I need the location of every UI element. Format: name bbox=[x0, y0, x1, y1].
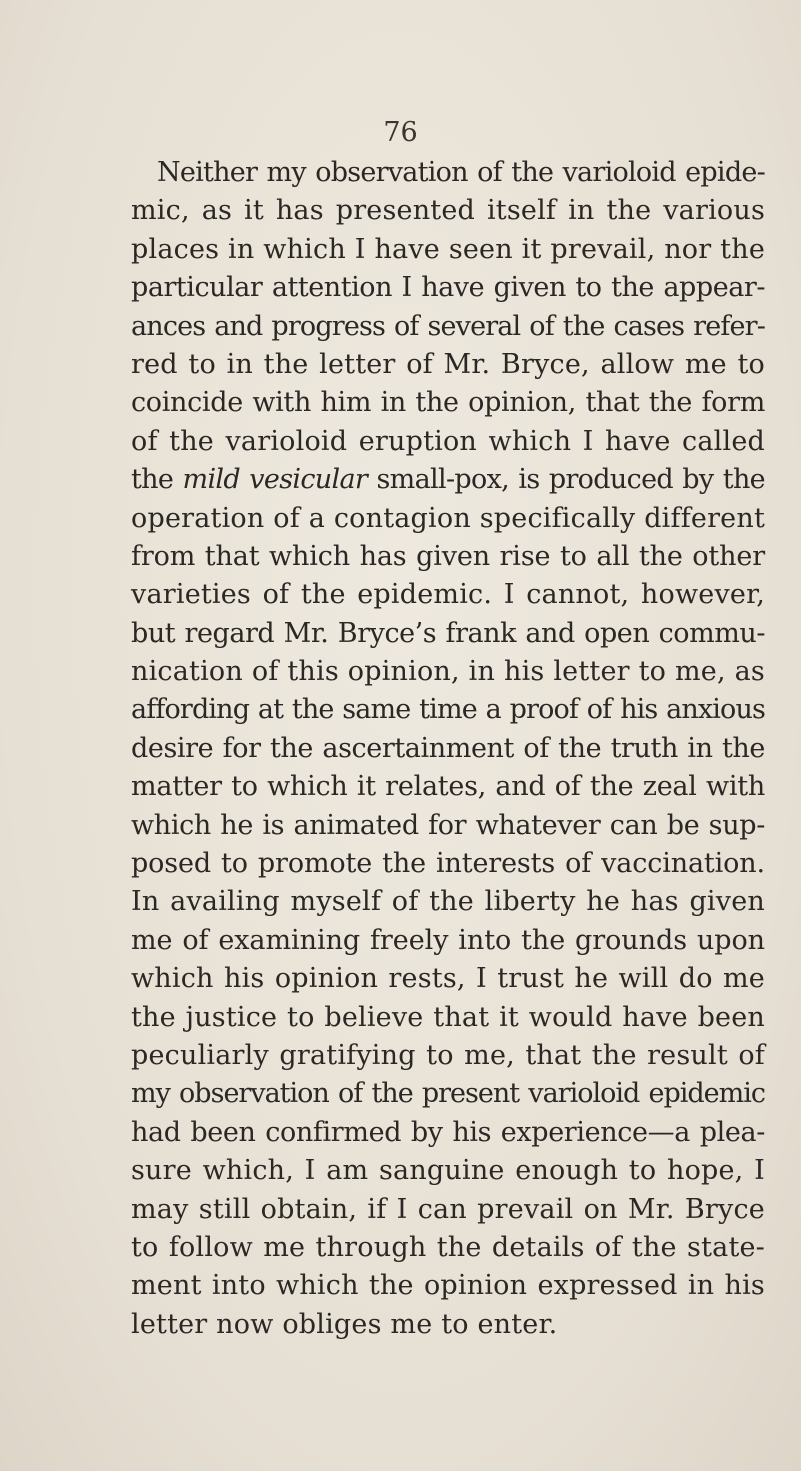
text-line: the justice to believe that it would have been bbox=[131, 1001, 765, 1033]
page-number: 76 bbox=[383, 117, 418, 148]
body-text bbox=[131, 154, 765, 1344]
text-line: varieties of the epidemic. I cannot, however, bbox=[131, 579, 765, 611]
italic-phrase: mild vesicular bbox=[182, 464, 368, 496]
text-line: but regard Mr. Bryce’s frank and open commu- bbox=[131, 617, 765, 649]
text-line: sure which, I am sanguine enough to hope, I bbox=[131, 1155, 765, 1187]
text-line: peculiarly gratifying to me, that the result of bbox=[131, 1039, 765, 1071]
text-line: to follow me through the details of the state- bbox=[131, 1231, 765, 1263]
text-line: of the varioloid eruption which I have called bbox=[131, 425, 765, 457]
text-line: letter now obliges me to enter. bbox=[131, 1308, 558, 1340]
text-line: ment into which the opinion expressed in his bbox=[131, 1270, 765, 1302]
text-segment: small-pox, is produced by the bbox=[367, 464, 765, 496]
text-line bbox=[131, 461, 765, 499]
text-line: mic, as it has presented itself in the various bbox=[131, 195, 765, 227]
text-line: ances and progress of several of the cases refer- bbox=[131, 310, 765, 342]
text-line: operation of a contagion specifically different bbox=[131, 502, 765, 534]
text-line: which his opinion rests, I trust he will do me bbox=[131, 963, 765, 995]
text-line: had been confirmed by his experience—a plea- bbox=[131, 1116, 765, 1148]
text-line: from that which has given rise to all the other bbox=[131, 540, 765, 572]
text-line: affording at the same time a proof of his anxious bbox=[131, 694, 765, 726]
text-line: me of examining freely into the grounds upon bbox=[131, 924, 765, 956]
text-line: matter to which it relates, and of the zeal with bbox=[131, 771, 765, 803]
text-line: nication of this opinion, in his letter to me, as bbox=[131, 656, 765, 688]
text-line: desire for the ascertainment of the truth in the bbox=[131, 732, 765, 764]
text-line: Neither my observation of the varioloid epide- bbox=[157, 157, 765, 188]
text-line: places in which I have seen it prevail, nor the bbox=[131, 233, 765, 265]
text-line: may still obtain, if I can prevail on Mr. Bryce bbox=[131, 1193, 765, 1225]
text-line: which he is animated for whatever can be sup- bbox=[131, 809, 765, 841]
text-line: particular attention I have given to the appear- bbox=[131, 272, 765, 304]
text-line: posed to promote the interests of vaccination. bbox=[131, 848, 765, 880]
text-line: coincide with him in the opinion, that the form bbox=[131, 387, 765, 419]
text-line: red to in the letter of Mr. Bryce, allow me to bbox=[131, 348, 765, 380]
text-segment: the bbox=[131, 464, 183, 496]
text-line: my observation of the present varioloid epidemic bbox=[131, 1078, 765, 1110]
text-line: In availing myself of the liberty he has given bbox=[131, 886, 765, 918]
